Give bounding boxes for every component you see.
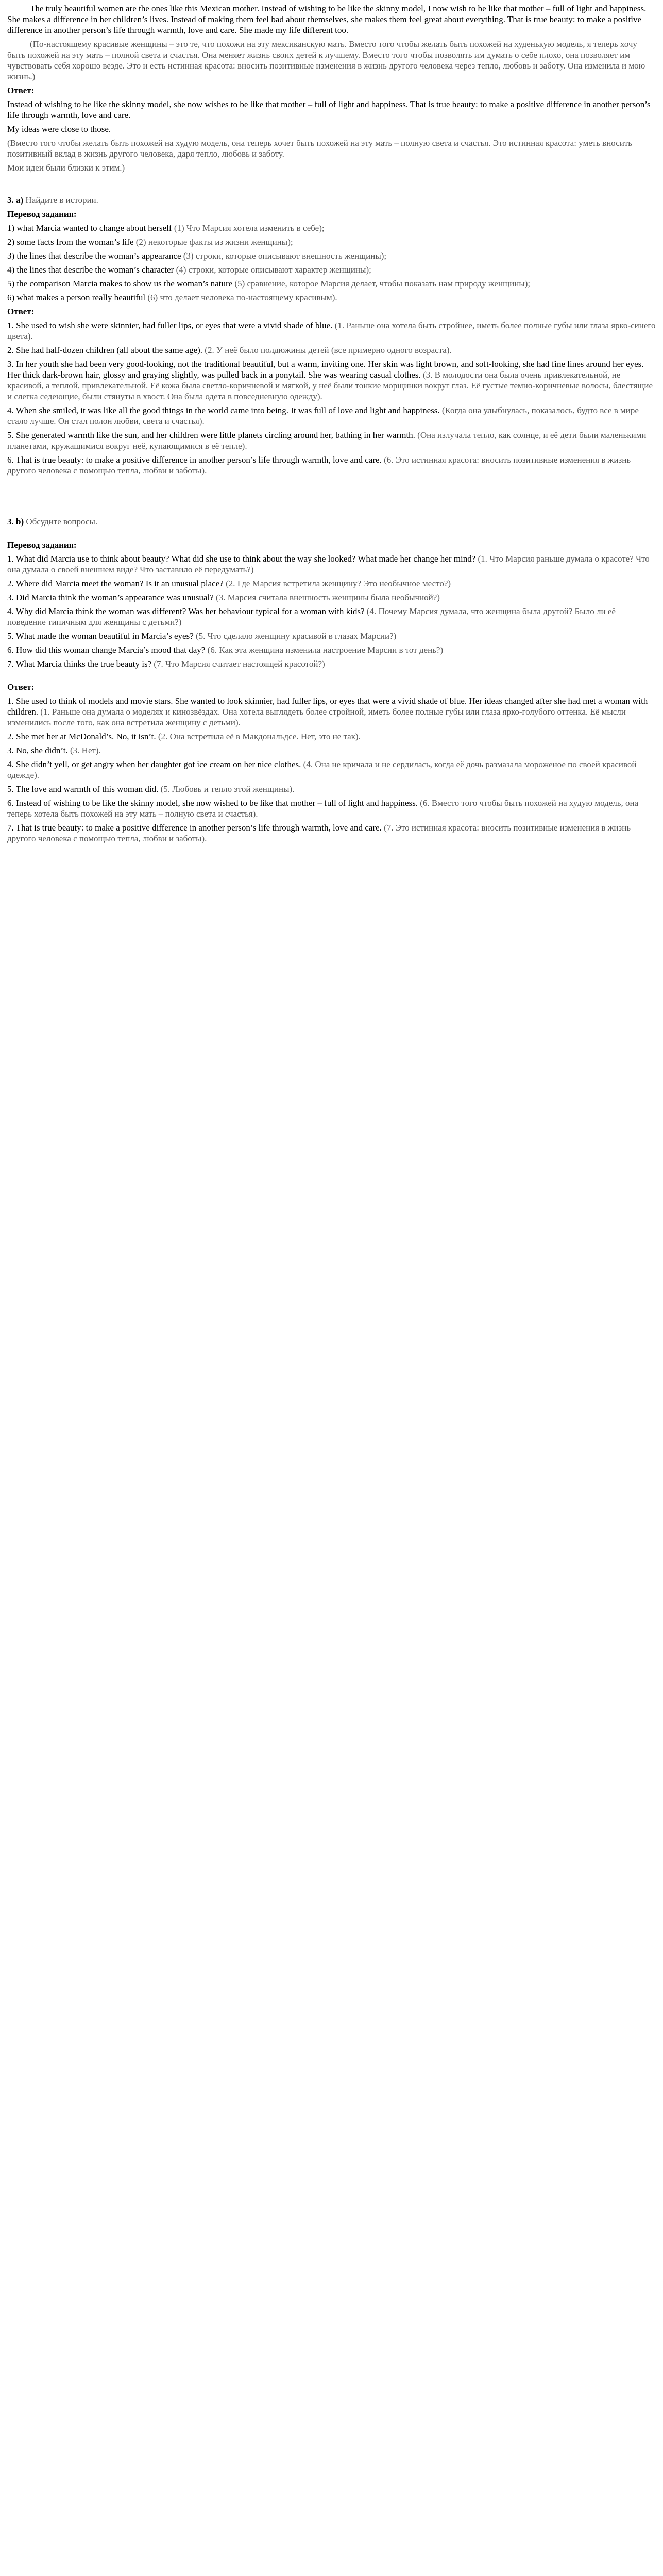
question-item: 4. Why did Marcia think the woman was different? Was her behaviour typical for a woman with kids? (4. Почему Марсия думала, что женщина была другой? Было ли её поведение типичным для женщины с детьми?) — [7, 606, 616, 627]
question-item: 5. What made the woman beautiful in Marcia’s eyes? (5. Что сделало женщину красивой в глазах Марсии?) — [7, 631, 397, 641]
task-instruction: Обсудите вопросы. — [26, 517, 98, 527]
answer-label: Ответ: — [7, 86, 35, 95]
answer-item: 4. When she smiled, it was like all the good things in the world came into being. It was full of love and light and happiness. (Когда она улыбнулась, показалось, будто все в мире стало лучше. Он стал полон любви, света и счастья). — [7, 405, 639, 426]
answer-item: 3. No, she didn’t. (3. Нет). — [7, 745, 101, 755]
answer-item: 3. In her youth she had been very good-looking, not the traditional beautiful, but a warm, inviting one. Her skin was light brown, and soft-looking, she had fine lines around her eyes. Her thick dark-brown hair, glossy and graying slightly, was pulled back in a ponytail. She was wearing casual clothes. (3. В молодости она была очень привлекательной, не красивой, а теплой, привлекательной. Её кожа была светло-коричневой и мягкой, у неё были тонкие морщинки вокруг глаз. Её густые темно-коричневые волосы, блестящие и слегка седеющие, были стянуты в хвост. Она была одета в повседневную одежду). — [7, 359, 653, 401]
answer-label: Ответ: — [7, 682, 35, 692]
question-item: 2. Where did Marcia meet the woman? Is it an unusual place? (2. Где Марсия встретила женщину? Это необычное место?) — [7, 579, 451, 588]
task-3a-heading — [7, 195, 656, 206]
intro-en: The truly beautiful women are the ones like this Mexican mother. Instead of wishing to be like the skinny model, I now wish to be like that mother – full of light and happiness. She makes a difference in her children’s lives. Instead of making them feel bad about themselves, she makes them feel great about everything. That is true beauty: to make a positive difference in another person’s life through warmth, love and care. She made my life different too. — [7, 4, 647, 35]
answer-item: 5. The love and warmth of this woman did. (5. Любовь и тепло этой женщины). — [7, 784, 295, 794]
task-number: 3. a) — [7, 195, 24, 205]
intro-ru: (По-настоящему красивые женщины – это те, что похожи на эту мексиканскую мать. Вместо того чтобы желать быть похожей на худенькую модель, я теперь хочу быть похожей на эту мать – полной света и счастья. Она меняет жизнь своих детей к лучшему. Вместо того чтобы позволять им думать о себе плохо, она позволяет им чувствовать себя хорошо везде. Это и есть истинная красота: вносить позитивные изменения в жизнь другого человека через тепло, любовь и заботу. Она изменила и мою жизнь.) — [7, 39, 645, 81]
translation-label: Перевод задания: — [7, 540, 77, 550]
answer-item: 2. She met her at McDonald’s. No, it isn’t. (2. Она встретила её в Макдональдсе. Нет, это не так). — [7, 732, 361, 741]
answer1-ru: (Вместо того чтобы желать быть похожей на худую модель, она теперь хочет быть похожей на эту мать – полную света и счастья. Это истинная красота: уметь вносить позитивный вклад в жизнь другого человека, даря тепло, любовь и заботу. — [7, 138, 633, 159]
intro-translation — [7, 39, 656, 82]
answer-item: 7. That is true beauty: to make a positive difference in another person’s life through warmth, love and care. (7. Это истинная красота: вносить позитивные изменения в жизнь другого человека с помощью тепла, любви и заботы). — [7, 823, 631, 843]
answer-item: 6. Instead of wishing to be like the skinny model, she now wished to be like that mother – full of light and happiness. (6. Вместо того чтобы быть похожей на худую модель, она теперь хотела быть похожей на эту мать – полную света и счастья). — [7, 798, 639, 819]
answer1-ideas-ru: Мои идеи были близки к этим.) — [7, 163, 125, 173]
list-item: 1) what Marcia wanted to change about herself (1) Что Марсия хотела изменить в себе); — [7, 223, 325, 233]
answer1-ideas: My ideas were close to those. — [7, 124, 111, 134]
answer-item: 1. She used to wish she were skinnier, had fuller lips, or eyes that were a vivid shade of blue. (1. Раньше она хотела быть стройнее, иметь более полные губы или глаза ярко-синего цвета). — [7, 320, 656, 341]
list-item: 5) the comparison Marcia makes to show us the woman’s nature (5) сравнение, которое Марсия делает, чтобы показать нам природу женщины); — [7, 279, 531, 289]
list-item: 3) the lines that describe the woman’s appearance (3) строки, которые описывают внешность женщины); — [7, 251, 387, 261]
list-item: 4) the lines that describe the woman’s character (4) строки, которые описывают характер женщины); — [7, 265, 371, 275]
intro-paragraph — [7, 3, 656, 36]
answer-label: Ответ: — [7, 307, 35, 316]
list-item: 6) what makes a person really beautiful (6) что делает человека по-настоящему красивым). — [7, 293, 337, 302]
document-page — [0, 0, 663, 852]
translation-label: Перевод задания: — [7, 209, 77, 219]
list-item: 2) some facts from the woman’s life (2) некоторые факты из жизни женщины); — [7, 237, 293, 247]
answer-item: 1. She used to think of models and movie stars. She wanted to look skinnier, had fuller lips, or eyes that were a vivid shade of blue. Her ideas changed after she had met a woman with children. (1. Раньше она думала о моделях и кинозвёздах. Она хотела выглядеть более стройной, иметь более полные губы или глаза ярко-голубого оттенка. Её мысли изменились после того, как она встретила женщину с детьми). — [7, 696, 648, 727]
answer1-en: Instead of wishing to be like the skinny model, she now wishes to be like that mother – full of light and happiness. That is true beauty: to make a positive difference in another person’s life through warmth, love and care. — [7, 99, 651, 120]
answer-item: 2. She had half-dozen children (all about the same age). (2. У неё было полдюжины детей (все примерно одного возраста). — [7, 345, 452, 355]
task-number: 3. b) — [7, 517, 24, 527]
question-item: 1. What did Marcia use to think about beauty? What did she use to think about the way she looked? What made her change her mind? (1. Что Марсия раньше думала о красоте? Что она думала о своей внешнем виде? Что заставило её передумать?) — [7, 554, 650, 574]
answer-item: 5. She generated warmth like the sun, and her children were little planets circling around her, bathing in her warmth. (Она излучала тепло, как солнце, и её дети были маленькими планетами, кружащимися вокруг неё, купающимися в её тепле). — [7, 430, 647, 451]
question-item: 7. What Marcia thinks the true beauty is? (7. Что Марсия считает настоящей красотой?) — [7, 659, 325, 669]
answer-item: 4. She didn’t yell, or get angry when her daughter got ice cream on her nice clothes. (4. Она не кричала и не сердилась, когда её дочь размазала мороженое по своей красивой одежде). — [7, 759, 637, 780]
question-item: 6. How did this woman change Marcia’s mood that day? (6. Как эта женщина изменила настроение Марсии в тот день?) — [7, 645, 444, 655]
task-instruction: Найдите в истории. — [25, 195, 98, 205]
task-3b-heading — [7, 516, 656, 527]
question-item: 3. Did Marcia think the woman’s appearance was unusual? (3. Марсия считала внешность женщины была необычной?) — [7, 592, 440, 602]
answer-item: 6. That is true beauty: to make a positive difference in another person’s life through warmth, love and care. (6. Это истинная красота: вносить позитивные изменения в жизнь другого человека с помощью тепла, любви и заботы). — [7, 455, 631, 476]
